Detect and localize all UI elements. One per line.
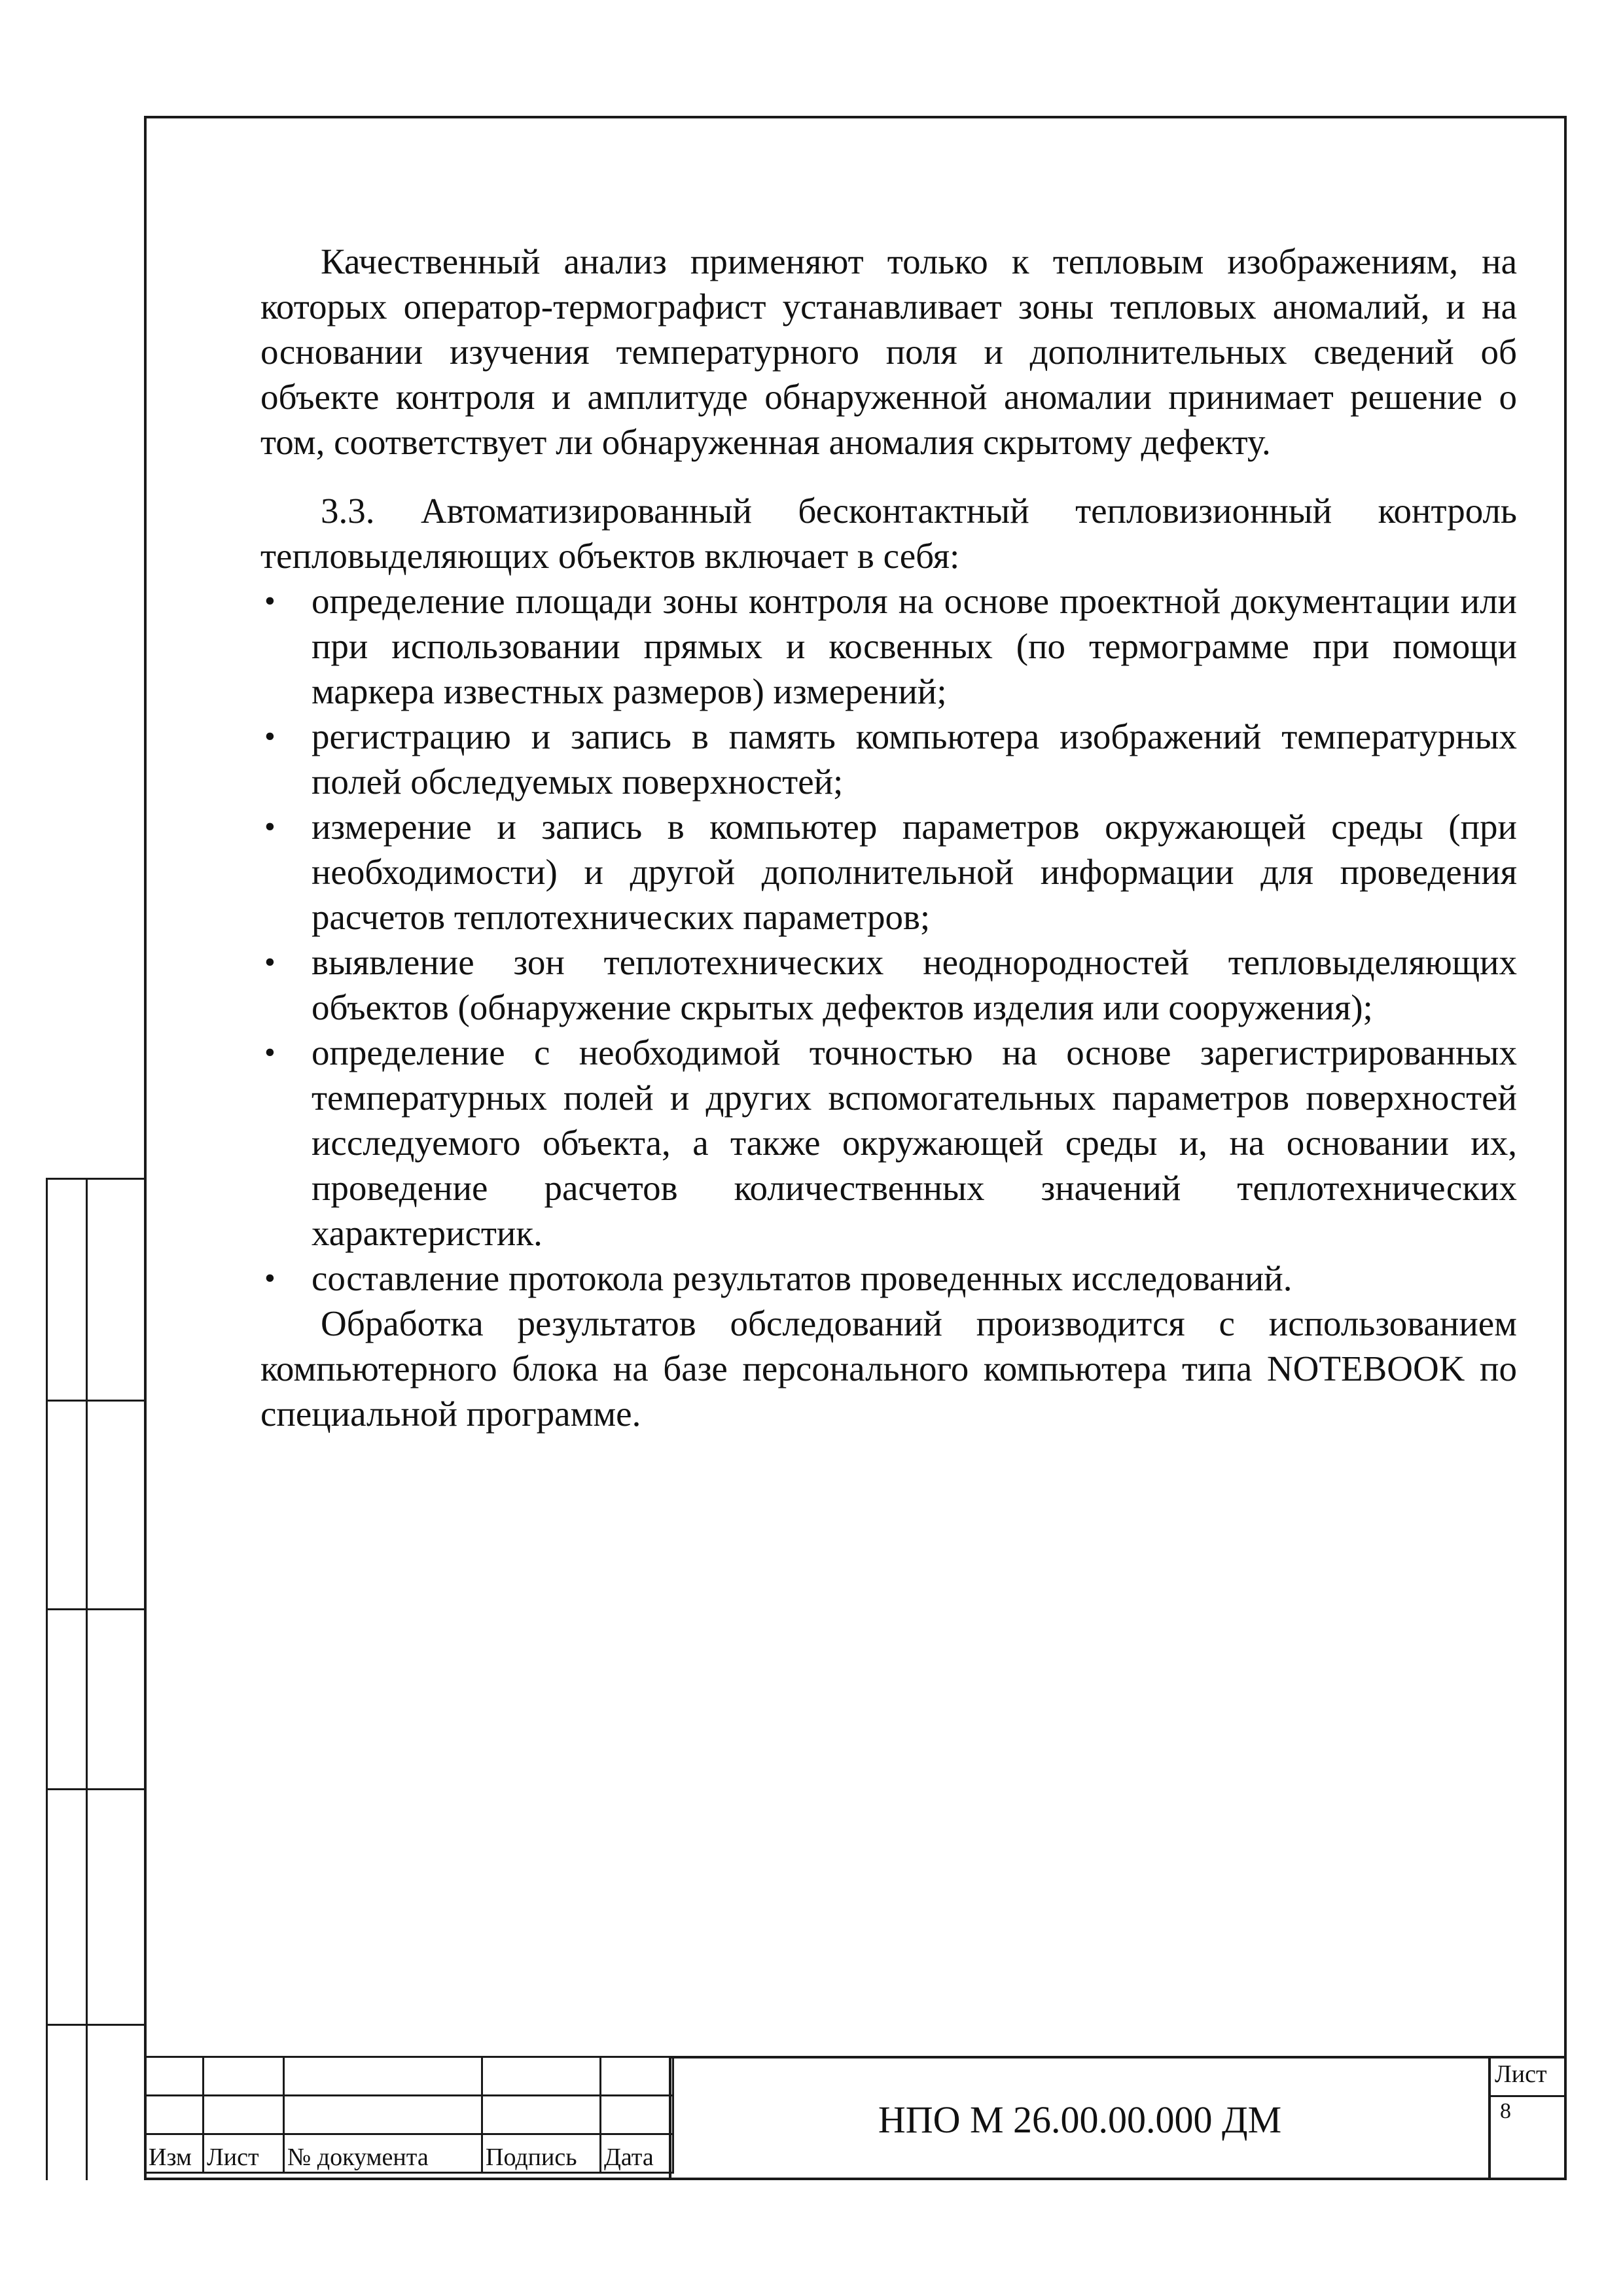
col-list: Лист [204,2134,284,2173]
sheet-number: 8 [1500,2099,1511,2123]
bullet-icon: • [264,809,276,844]
list-item: • определение площади зоны контроля на основе проектной документации или при использовании прямых и косвенных (по термограмме при помощи маркера известных размеров) измерений; [260,578,1517,714]
sheet-label: Лист [1495,2060,1547,2088]
paragraph-section-3-3: 3.3. Автоматизированный бесконтактный тепловизионный контроль тепловыделяющих объектов включает в себя: [260,491,1517,576]
list-item: • составление протокола результатов проведенных исследований. [260,1256,1517,1301]
col-signature: Подпись [482,2134,601,2173]
bullet-list [260,578,1517,1301]
col-date: Дата [601,2134,673,2173]
bullet-icon: • [264,1035,276,1070]
side-stamp-strip [46,1178,144,2180]
paragraph-processing: Обработка результатов обследований производится с использованием компьютерного блока на базе персонального компьютера типа NOTEBOOK по специальной программе. [260,1303,1517,1434]
list-item: • выявление зон теплотехнических неоднородностей тепловыделяющих объектов (обнаружение скрытых дефектов изделия или сооружения); [260,940,1517,1030]
document-designation: НПО М 26.00.00.000 ДМ [669,2056,1488,2180]
bullet-icon: • [264,945,276,980]
list-item: • регистрацию и запись в память компьютера изображений температурных полей обследуемых поверхностей; [260,714,1517,804]
title-block [144,2056,1567,2180]
list-item: • определение с необходимой точностью на основе зарегистрированных температурных полей и других вспомогательных параметров поверхностей исследуемого объекта, а также окружающей среды и, на основании их, проведение расчетов количественных значений теплотехнических характеристик. [260,1030,1517,1256]
document-body [260,239,1517,1436]
sheet-box [1488,2056,1567,2180]
revision-table [144,2056,674,2174]
col-izm: Изм [145,2134,204,2173]
list-item: • измерение и запись в компьютер параметров окружающей среды (при необходимости) и другой дополнительной информации для проведения расчетов теплотехнических параметров; [260,804,1517,940]
bullet-icon: • [264,1261,276,1296]
bullet-icon: • [264,584,276,618]
col-document-number: № документа [284,2134,482,2173]
paragraph-qualitative-analysis: Качественный анализ применяют только к тепловым изображениям, на которых оператор-термографист устанавливает зоны тепловых аномалий, и на основании изучения температурного поля и дополнительных сведений об объекте контроля и амплитуде обнаруженной аномалии принимает решение о том, соответствует ли обнаруженная аномалия скрытому дефекту. [260,241,1517,462]
bullet-icon: • [264,719,276,754]
